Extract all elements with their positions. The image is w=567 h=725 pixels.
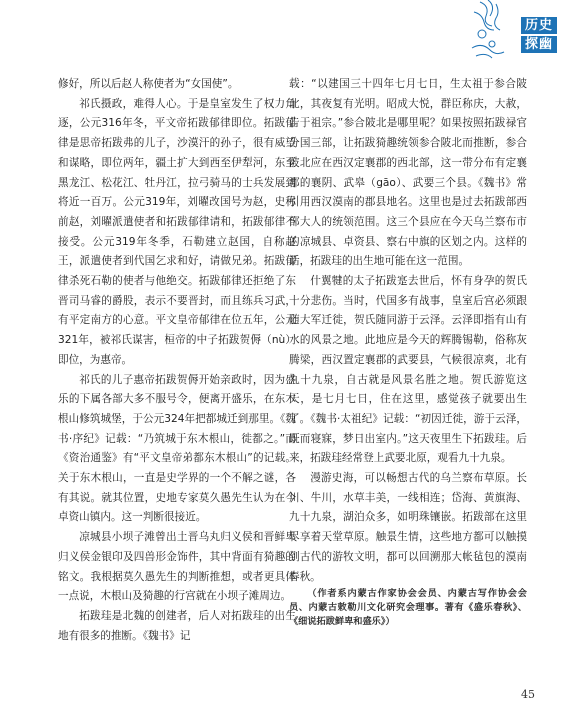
right-column <box>289 75 527 629</box>
paragraph: 凉城县小坝子滩曾出土晋乌丸归义侯和晋鲜卑归义侯金银印及四兽形金饰件，其中背面有猗趣的铭文。我根据莫久愚先生的判断推想，或者更具体一点说，木根山及猗趣的行宫就在小坝子滩周边。 <box>58 531 296 603</box>
paragraph: 拓跋珪是北魏的创建者，后人对拓跋珪的出生地有很多的推断。《魏书》记 <box>58 609 296 642</box>
paragraph: 祁氏的儿子惠帝拓跋贺傉开始亲政时，因为盛乐的下属各部大多不服号令，便离开盛乐，在东木根山修筑城堡，于公元324年把都城迁到那里。《魏书·序纪》记载：“乃筑城于东木根山，徙都之。”而《资治通鉴》有“平文皇帝弟都东木根山”的记载。关于东木根山，一直是史学界的一个不解之谜，各有其说。就其位置，史地专家莫久愚先生认为在今卓资山镇内。这一判断很接近。 <box>58 373 296 524</box>
paragraph: 修好，所以后赵人称使者为“女国使”。 <box>58 78 239 90</box>
paragraph: 载：“以建国三十四年七月七日，生太祖于参合陂北，其夜复有光明。昭成大悦，群臣称庆，大赦，告于祖宗。”参合陂北是哪里呢？如果按照拓跋禄官分国三部，让拓跋猗趣统领参合陂北而推断，参合陂北应在西汉定襄郡的西北部，这一带分布有定襄郡的襄阴、武皋（gāo）、武要三个县。《魏书》常引用西汉漠南的郡县地名。这里也是过去拓跋部西部大人的统领范围。这三个县应在今天乌兰察布市的凉城县、卓资县、察右中旗的区划之内。这样的话，拓跋珪的出生地可能在这一范围。 <box>289 78 527 268</box>
paragraph: 什翼犍的太子拓跋寔去世后，怀有身孕的贺氏十分悲伤。当时，代国多有战事，皇室后宫必须跟随大军迁徙，贺氏随同游于云泽。云泽即指有山有水的风景之地。此地应是今天的辉腾锡勒，俗称灰腾梁，西汉置定襄郡的武要县，气候很凉爽，北有九十九泉，自古就是风景名胜之地。贺氏游览这天，是七月七日，住在这里，感觉孩子就要出生了。《魏书·太祖纪》记载：“初因迁徙，游于云泽，既而寝寐，梦日出室内。”这天夜里生下拓跋珪。后来，拓跋珪经常登上武要北原，观看九十九泉。 <box>289 275 527 465</box>
left-column <box>58 75 296 646</box>
section-label-history: 历史 <box>521 17 557 34</box>
section-emblem <box>470 0 567 62</box>
paragraph: 祁氏摄政，难得人心。于是皇室发生了权力角逐，公元316年冬，平文帝拓跋郁律即位。拓跋郁律是思帝拓跋弗的儿子，沙漠汗的孙子，很有威望和谋略，即位两年，疆土扩大到西至伊犁河，东至黑龙江、松花江、牡丹江，拉弓骑马的士兵发展到将近一百万。公元319年，刘曜改国号为赵，史称前赵，刘曜派遣使者和拓跋郁律请和，拓跋郁律不接受。公元319年冬季，石勒建立赵国，自称赵王，派遣使者到代国乞求和好，请做兄弟。拓跋郁律杀死石勒的使者与他绝交。拓跋郁律还拒绝了东晋司马睿的爵股，表示不要晋封，而且练兵习武，有平定南方的心意。平文皇帝郁律在位五年，公元321年，被祁氏谋害，桓帝的中子拓跋贺傉（nù）即位，为惠帝。 <box>58 97 296 366</box>
section-label-explore: 探幽 <box>521 36 557 53</box>
paragraph: 漫游史海，可以畅想古代的乌兰察布草原。长川、牛川，水草丰美，一线相连；岱海、黄旗海、九十九泉，湖泊众多，如明珠镶嵌。拓跋部在这里尽享着天堂草原。触景生情，这些地方都可以触摸到古代的游牧文明，都可以回溯那大帐毡包的漠南春秋。 <box>289 472 527 583</box>
page-number: 45 <box>521 688 535 701</box>
author-bio: （作者系内蒙古作家协会会员、内蒙古写作协会会员、内蒙古敕勒川文化研究会理事。著有《盛乐春秋》、《细说拓跋鲜卑和盛乐》） <box>289 588 527 628</box>
